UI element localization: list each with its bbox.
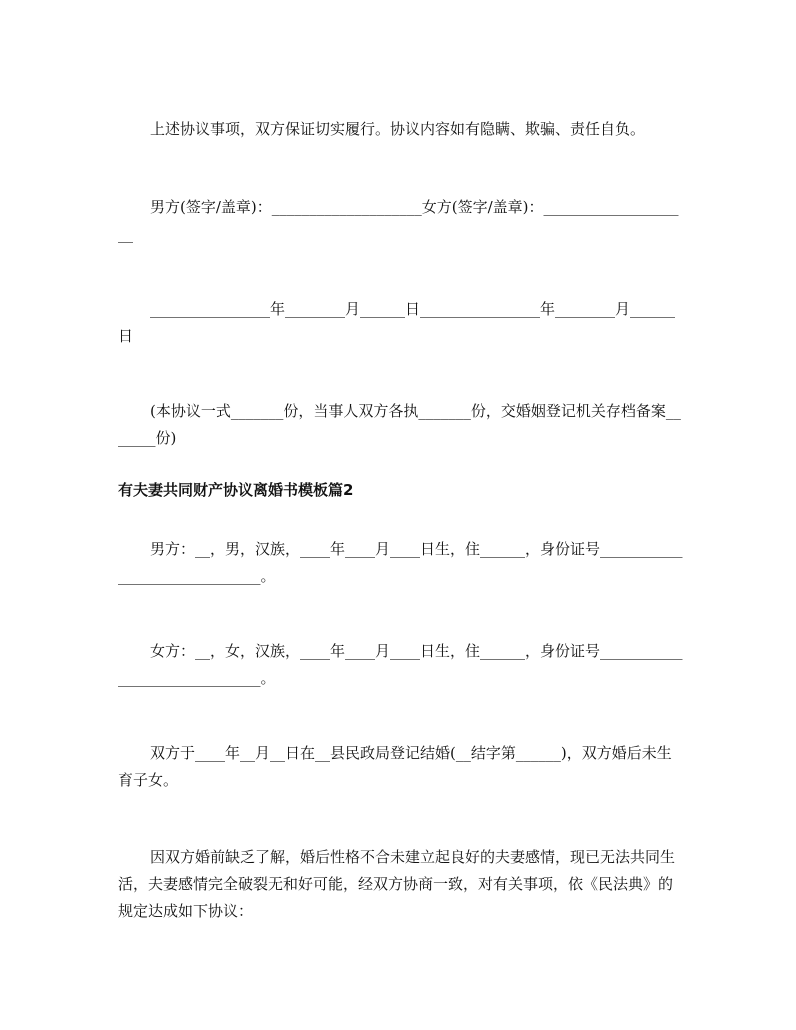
paragraph-divorce-reason: 因双方婚前缺乏了解，婚后性格不合未建立起良好的夫妻感情，现已无法共同生活，夫妻感情完全破裂无和好可能，经双方协商一致，对有关事项，依《民法典》的规定达成如下协议： — [118, 848, 676, 920]
paragraph-performance-guarantee: 上述协议事项，双方保证切实履行。协议内容如有隐瞒、欺骗、责任自负。 — [150, 120, 646, 138]
paragraph-male-party: 男方：__，男，汉族，____年____月____日生，住______，身份证号______________________________。 — [118, 540, 683, 585]
paragraph-signature-dates: ________________年________月______日________________年________月______日 — [118, 300, 676, 345]
section-heading: 有夫妻共同财产协议离婚书模板篇2 — [118, 481, 354, 499]
paragraph-marriage-registration: 双方于____年__月__日在__县民政局登记结婚(__结字第______)，双方婚后未生育子女。 — [118, 744, 672, 789]
paragraph-female-party: 女方：__，女，汉族，____年____月____日生，住______，身份证号______________________________。 — [118, 642, 683, 687]
paragraph-signatures: 男方(签字/盖章)：____________________女方(签字/盖章)：____________________ — [118, 198, 679, 243]
paragraph-copies-note: (本协议一式_______份，当事人双方各执_______份，交婚姻登记机关存档备案_______份) — [118, 402, 681, 447]
